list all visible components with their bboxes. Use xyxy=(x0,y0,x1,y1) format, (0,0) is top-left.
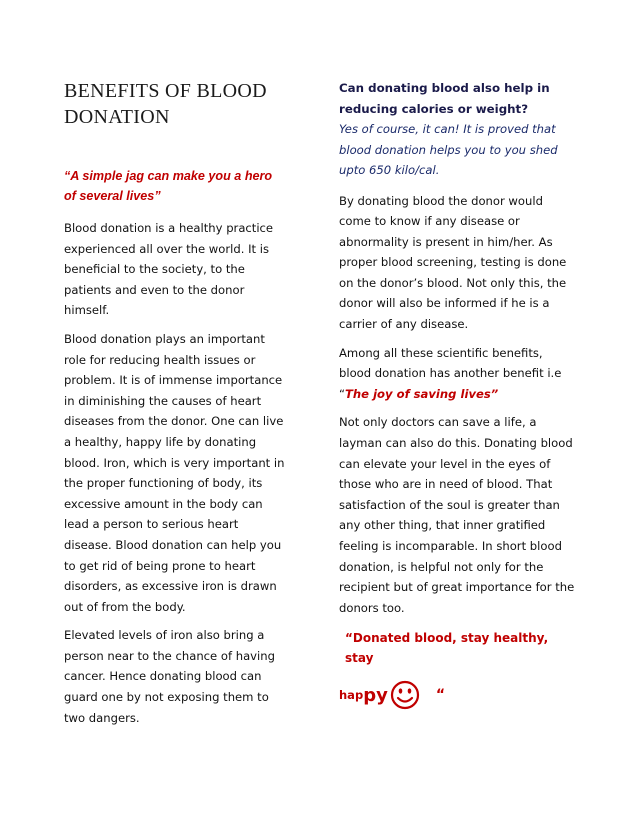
right-column xyxy=(339,78,575,712)
calories-question: Can donating blood also help in reducing calories or weight? xyxy=(339,81,550,116)
left-column xyxy=(64,78,286,736)
smiley-face-icon xyxy=(390,680,420,710)
screening-paragraph: By donating blood the donor would come to know if any disease or abnormality is present in him/her. As proper blood screening, testing is done on the donor’s blood. Not only this, the donor will also be informed if he is a carrier of any disease. xyxy=(339,193,567,332)
closing-end-quote: “ xyxy=(435,687,446,704)
intro-paragraph: Blood donation is a healthy practice experienced all over the world. It is beneficial to the society, to the patients and even to the donor himself. xyxy=(64,221,274,318)
joy-paragraph xyxy=(339,343,575,405)
joy-open-quote: “ xyxy=(339,386,346,401)
happy-big-text: py xyxy=(363,684,388,706)
joy-of-saving-lives: The joy of saving lives” xyxy=(345,386,499,401)
iron-paragraph: Elevated levels of iron also bring a person near to the chance of having cancer. Hence donating blood can guard one by not exposing them to two dangers. xyxy=(64,628,275,725)
happy-small-text: hap xyxy=(339,688,364,703)
calories-answer: Yes of course, it can! It is proved that blood donation helps you to you shed upto 650 kilo/cal. xyxy=(339,122,558,177)
page-title xyxy=(64,78,286,130)
joy-intro: Among all these scientific benefits, blood donation has another benefit i.e xyxy=(339,345,562,381)
happy-line xyxy=(339,678,575,712)
hero-quote: “A simple jag can make you a hero of several lives” xyxy=(64,169,273,203)
title-line-1: BENEFITS OF BLOOD xyxy=(64,80,267,102)
health-paragraph: Blood donation plays an important role for reducing health issues or problem. It is of immense importance in diminishing the causes of heart diseases from the donor. One can live a healthy, happy life by donating blood. Iron, which is very important in the proper functioning of body, its excessive amount in the body can lead a person to serious heart disease. Blood donation can help you to get rid of being prone to heart disorders, as excessive iron is drawn out of from the body. xyxy=(64,331,285,614)
layman-paragraph: Not only doctors can save a life, a layman can also do this. Donating blood can elevate your level in the eyes of those who are in need of blood. That satisfaction of the soul is greater than any other thing, that inner gratified feeling is incomparable. In short blood donation, is helpful not only for the recipient but of great importance for the donors too. xyxy=(339,415,575,615)
closing-slogan: “Donated blood, stay healthy, stay xyxy=(345,631,549,666)
title-line-2: DONATION xyxy=(64,106,170,128)
